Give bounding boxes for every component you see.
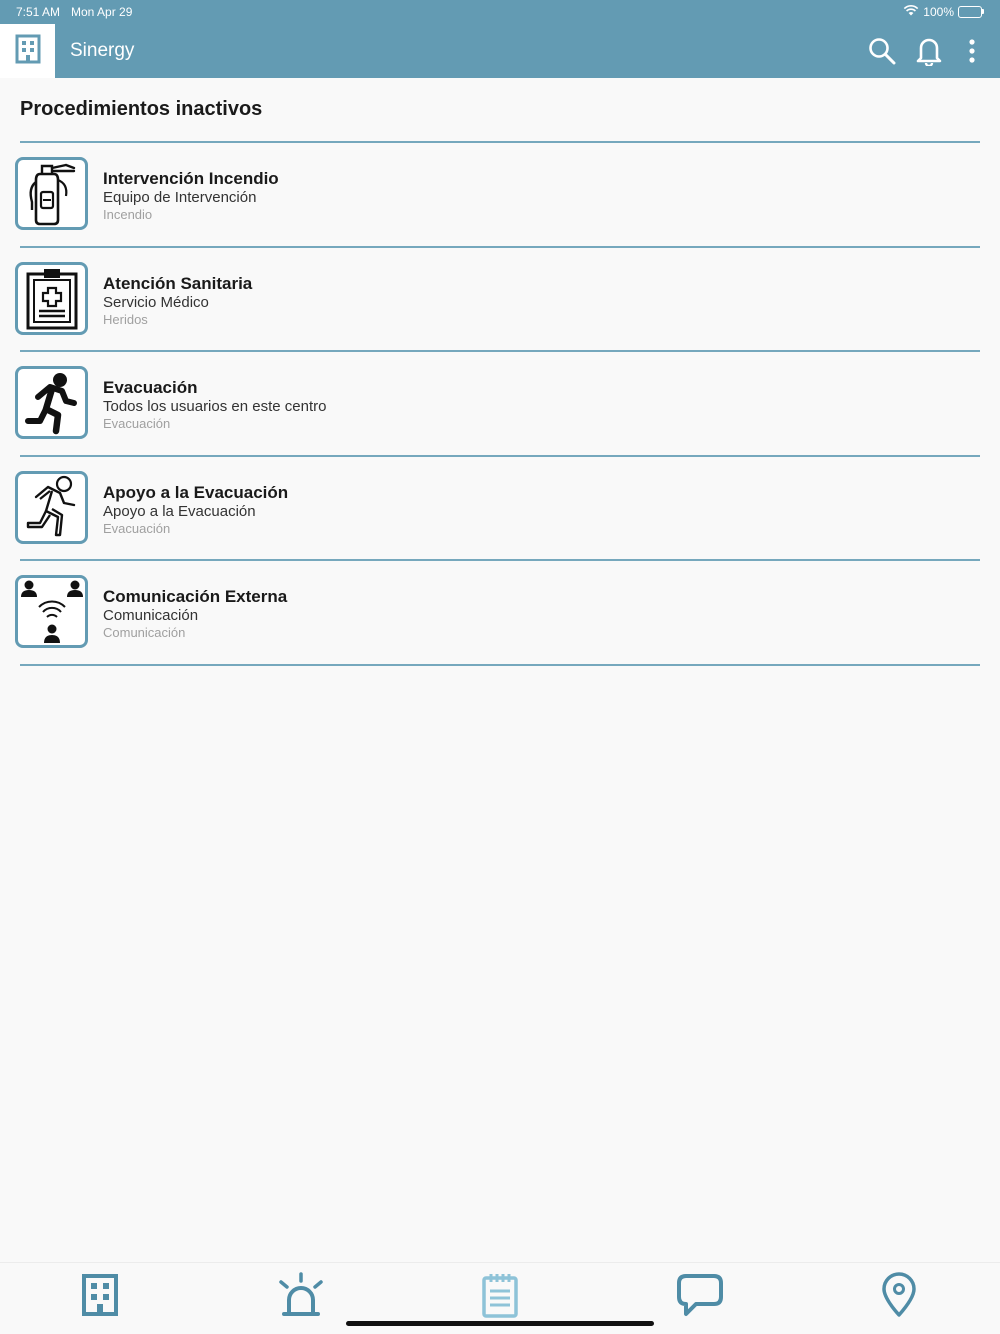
app-logo[interactable] bbox=[0, 24, 55, 78]
page-title: Procedimientos inactivos bbox=[20, 98, 263, 120]
procedure-title: Evacuación bbox=[103, 378, 198, 397]
procedure-title: Intervención Incendio bbox=[103, 169, 279, 188]
procedure-subtitle: Todos los usuarios en este centro bbox=[103, 398, 327, 415]
status-bar bbox=[0, 0, 1000, 24]
nav-building-icon[interactable] bbox=[72, 1269, 128, 1321]
procedure-category: Incendio bbox=[103, 207, 153, 222]
procedure-item-atencion-sanitaria[interactable] bbox=[0, 248, 1000, 351]
procedure-category: Heridos bbox=[103, 311, 148, 327]
status-time: 7:51 AM bbox=[16, 5, 61, 19]
procedure-item-comunicacion-externa[interactable] bbox=[0, 561, 1000, 664]
procedure-title: Apoyo a la Evacuación bbox=[103, 482, 289, 502]
medical-clipboard-icon bbox=[15, 262, 88, 335]
procedure-item-intervencion-incendio[interactable] bbox=[0, 143, 1000, 246]
building-icon bbox=[15, 34, 41, 69]
running-person-icon bbox=[15, 366, 88, 439]
divider bbox=[20, 664, 980, 666]
nav-notepad-icon[interactable] bbox=[472, 1269, 528, 1321]
nav-alarm-light-icon[interactable] bbox=[273, 1269, 329, 1321]
nav-location-pin-icon[interactable] bbox=[871, 1269, 927, 1321]
wifi-icon bbox=[903, 4, 919, 19]
procedure-category: Evacuación bbox=[103, 520, 171, 536]
procedure-subtitle: Servicio Médico bbox=[103, 293, 209, 311]
fire-extinguisher-icon bbox=[15, 157, 88, 230]
status-right bbox=[903, 4, 984, 19]
procedure-title: Atención Sanitaria bbox=[103, 273, 253, 293]
battery-percent: 100% bbox=[923, 4, 954, 19]
status-date: Mon Apr 29 bbox=[71, 5, 133, 19]
procedure-item-apoyo-evacuacion[interactable] bbox=[0, 457, 1000, 560]
procedure-title: Comunicación Externa bbox=[103, 587, 288, 606]
app-header bbox=[0, 0, 1000, 78]
home-indicator bbox=[346, 1321, 654, 1326]
battery-icon bbox=[958, 6, 984, 18]
nav-chat-bubble-icon[interactable] bbox=[672, 1269, 728, 1321]
broadcast-people-icon bbox=[15, 575, 88, 648]
procedure-list bbox=[0, 141, 1000, 666]
procedure-category: Evacuación bbox=[103, 416, 171, 431]
running-person-outline-icon bbox=[15, 471, 88, 544]
app-title: Sinergy bbox=[70, 40, 135, 61]
procedure-subtitle: Apoyo a la Evacuación bbox=[103, 502, 256, 520]
search-icon[interactable] bbox=[867, 36, 897, 66]
procedure-category: Comunicación bbox=[103, 625, 186, 640]
procedure-subtitle: Comunicación bbox=[103, 607, 199, 624]
more-vertical-icon[interactable] bbox=[957, 36, 987, 66]
procedure-item-evacuacion[interactable] bbox=[0, 352, 1000, 455]
procedure-subtitle: Equipo de Intervención bbox=[103, 189, 257, 206]
bell-icon[interactable] bbox=[914, 36, 944, 66]
